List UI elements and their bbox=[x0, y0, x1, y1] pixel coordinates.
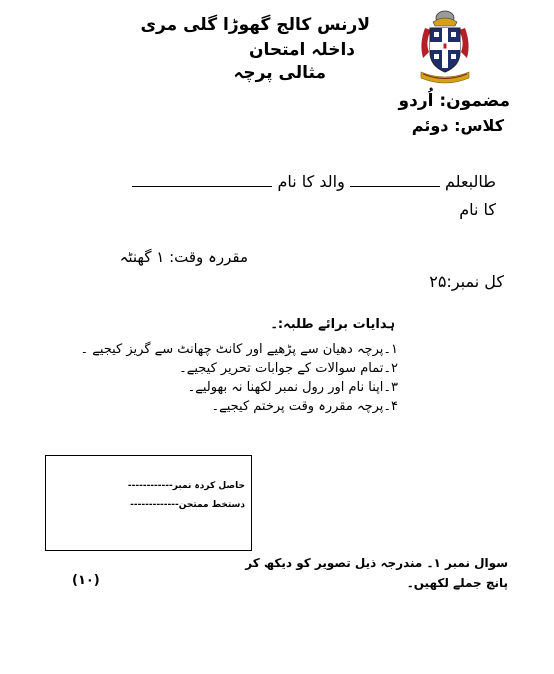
question-1 bbox=[245, 553, 508, 593]
exam-title: داخلہ امتحان bbox=[248, 40, 355, 60]
instruction-item: ۳۔اپنا نام اور رول نمبر لکھنا نہ بھولیے۔ bbox=[187, 380, 398, 395]
father-label: والد کا نام bbox=[277, 172, 345, 191]
instructions-list bbox=[80, 340, 398, 416]
time-allowed: مقررہ وقت: ۱ گھنٹہ bbox=[119, 248, 248, 266]
question-1-line-2: پانچ جملے لکھیں۔ bbox=[406, 576, 508, 590]
instruction-item: ۴۔پرچہ مقررہ وقت پرختم کیجیے۔ bbox=[211, 399, 398, 414]
instructions-heading: ہدایات برائے طلبہ:۔ bbox=[270, 317, 395, 332]
total-marks: کل نمبر:۲۵ bbox=[429, 272, 504, 291]
question-1-marks: (۱۰) bbox=[72, 573, 100, 588]
instruction-item: ۱۔پرچہ دھیان سے پڑھیے اور کانٹ چھانٹ سے گریز کیجیے ۔ bbox=[80, 342, 398, 357]
marks-box bbox=[45, 455, 252, 551]
father-name-blank[interactable] bbox=[132, 170, 272, 187]
class-label: کلاس: دوئم bbox=[411, 116, 504, 135]
examiner-signature-label: دستخط ممتحن------------- bbox=[130, 500, 245, 510]
student-name-blank[interactable] bbox=[350, 170, 440, 187]
marks-obtained-label: حاصل کردہ نمبر------------ bbox=[127, 481, 245, 491]
name-fields bbox=[16, 168, 496, 224]
college-name: لارنس کالج گھوڑا گلی مری bbox=[140, 15, 370, 35]
college-crest-icon bbox=[415, 8, 475, 86]
paper-title: مثالی پرچہ bbox=[233, 63, 326, 83]
subject-label: مضمون: اُردو bbox=[398, 91, 510, 111]
question-1-line-1: سوال نمبر ۱۔ مندرجہ ذیل تصویر کو دیکھ کر bbox=[245, 556, 508, 570]
instruction-item: ۲۔تمام سوالات کے جوابات تحریر کیجیے۔ bbox=[179, 361, 398, 376]
student-label: طالبعلم bbox=[445, 172, 496, 191]
father-label-continued: کا نام bbox=[459, 200, 496, 219]
